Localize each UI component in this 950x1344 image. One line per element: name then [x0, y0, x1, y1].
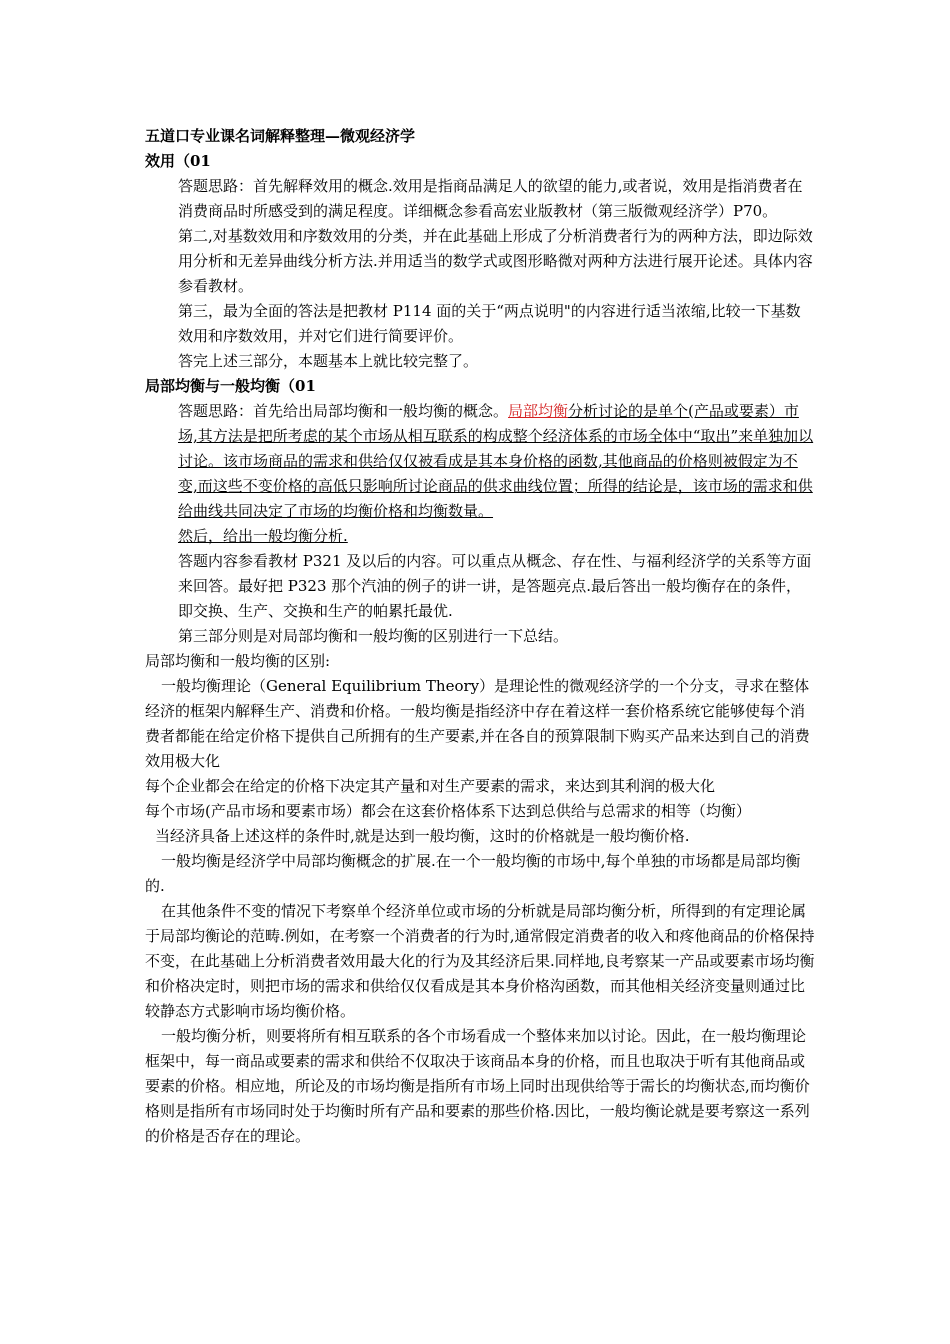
section-heading-equilibrium: 局部均衡与一般均衡（01	[145, 377, 316, 395]
paragraph: 答完上述三部分，本题基本上就比较完整了。	[178, 352, 479, 370]
paragraph: 在其他条件不变的情况下考察单个经济单位或市场的分析就是局部均衡分析，所得到的有定理论属于局部均衡论的范畴.例如，在考察一个消费者的行为时,通常假定消费者的收入和疼他商品的价格保持不变，在此基础上分析消费者效用最大化的行为及其经济后果.同样地,良考察某一产品或要素市场均衡和价格决定时，则把市场的需求和供给仅仅看成是其本身价格沟函数，而其他相关经济变量则通过比较静态方式影响市场均衡价格。	[145, 902, 815, 1020]
paragraph: 每个企业都会在给定的价格下决定其产量和对生产要素的需求，来达到其利润的极大化	[145, 777, 716, 795]
paragraph: 一般均衡分析，则要将所有相互联系的各个市场看成一个整体来加以讨论。因此，在一般均衡理论框架中，每一商品或要素的需求和供给不仅取决于该商品本身的价格，而且也取决于听有其他商品或要素的价格。相应地，所论及的市场均衡是指所有市场上同时出现供给等于需长的均衡状态,而均衡价格则是指所有市场同时处于均衡时所有产品和要素的那些价格.因比，一般均衡论就是要考察这一系列的价格是否存在的理论。	[145, 1027, 810, 1145]
section-heading-difference: 局部均衡和一般均衡的区别:	[145, 652, 331, 670]
paragraph: 答题思路：首先解释效用的概念.效用是指商品满足人的欲望的能力,或者说，效用是指消费者在消费商品时所感受到的满足程度。详细概念参看高宏业版教材（第三版微观经济学）P70。	[178, 177, 803, 220]
page-title: 五道口专业课名词解释整理—微观经济学	[145, 127, 416, 145]
paragraph-underlined	[145, 524, 815, 549]
section-heading-utility: 效用（01	[145, 152, 211, 170]
paragraph: 一般均衡是经济学中局部均衡概念的扩展.在一个一般均衡的市场中,每个单独的市场都是局部均衡的.	[145, 852, 801, 895]
underlined-definition: 分析讨论的是单个(产品或要素）市场,其方法是把所考虑的某个市场从相互联系的构成整个经济体系的市场全体中“取出”来单独加以讨论。该市场商品的需求和供给仅仅被看成是其本身价格的函数,其他商品的价格则被假定为不变,而这些不变价格的高低只影响所讨论商品的供求曲线位置；所得的结论是，该市场的需求和供给曲线共同决定了市场的均衡价格和均衡数量。	[178, 402, 814, 520]
paragraph: 第二,对基数效用和序数效用的分类，并在此基础上形成了分析消费者行为的两种方法，即边际效用分析和无差异曲线分析方法.并用适当的数学式或图形略微对两种方法进行展开论述。具体内容参看教材。	[178, 227, 813, 295]
paragraph: 每个市场(产品市场和要素市场）都会在这套价格体系下达到总供给与总需求的相等（均衡）	[145, 802, 751, 820]
underlined-text: 然后，给出一般均衡分析.	[178, 527, 348, 545]
document-body	[145, 124, 815, 1149]
partial-equilibrium-link[interactable]: 局部均衡	[508, 402, 569, 420]
paragraph: 答题内容参看教材 P321 及以后的内容。可以重点从概念、存在性、与福利经济学的关系等方面来回答。最好把 P323 那个汽油的例子的讲一讲，是答题亮点.最后答出一般均衡存在的条件，即交换、生产、交换和生产的帕累托最优.	[178, 552, 812, 620]
paragraph-underlined	[145, 399, 815, 524]
paragraph: 第三，最为全面的答法是把教材 P114 面的关于“两点说明"的内容进行适当浓缩,比较一下基数效用和序数效用，并对它们进行简要评价。	[178, 302, 801, 345]
paragraph: 第三部分则是对局部均衡和一般均衡的区别进行一下总结。	[178, 627, 569, 645]
paragraph-prefix: 答题思路：首先给出局部均衡和一般均衡的概念。	[178, 402, 509, 420]
paragraph: 当经济具备上述这样的条件时,就是达到一般均衡，这时的价格就是一般均衡价格.	[155, 827, 690, 845]
paragraph: 一般均衡理论（General Equilibrium Theory）是理论性的微观经济学的一个分支，寻求在整体经济的框架内解释生产、消费和价格。一般均衡是指经济中存在着这样一套价格系统它能够使每个消费者都能在给定价格下提供自己所拥有的生产要素,并在各自的预算限制下购买产品来达到自己的消费效用极大化	[145, 677, 810, 770]
